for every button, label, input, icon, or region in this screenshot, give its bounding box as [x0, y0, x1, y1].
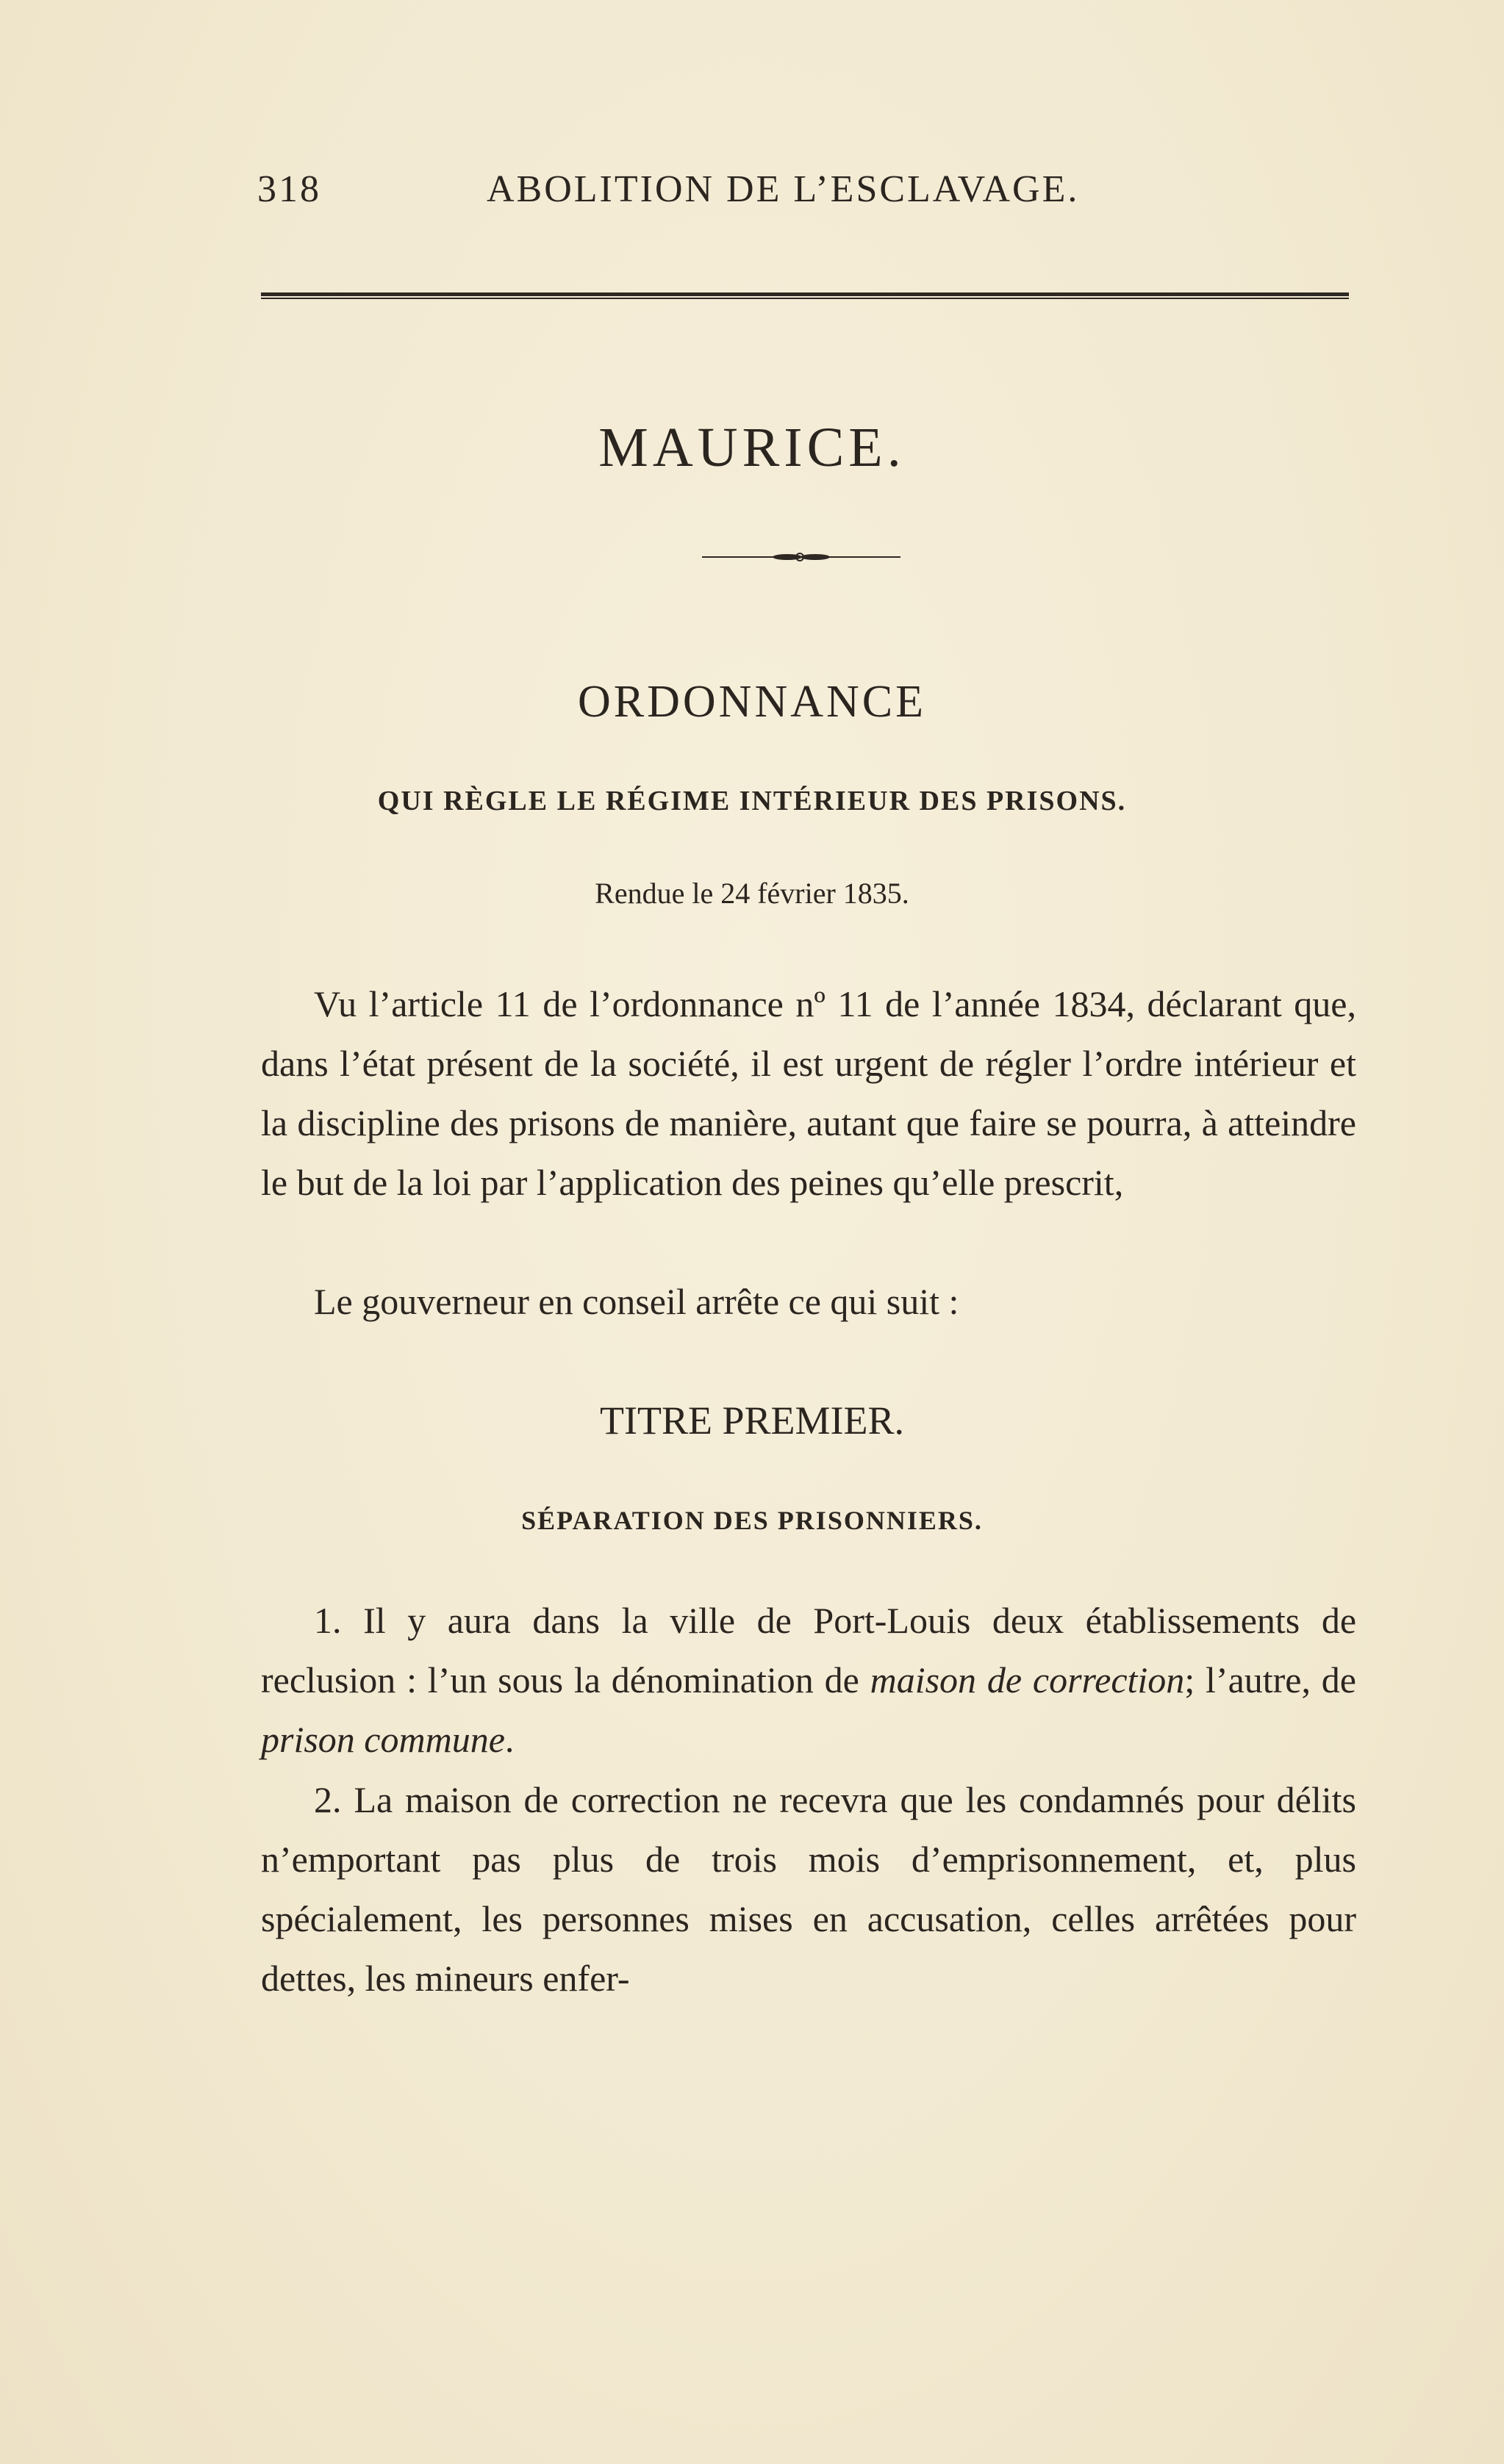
ornament-line-right	[821, 556, 900, 558]
article-2	[261, 1770, 1356, 2008]
article-1	[261, 1591, 1356, 1770]
decree-line: Le gouverneur en conseil arrête ce qui suit :	[314, 1281, 959, 1322]
article-1-text-b: ; l’autre, de	[1184, 1659, 1357, 1700]
running-title: ABOLITION DE L’ESCLAVAGE.	[487, 168, 1080, 210]
document-type-heading: ORDONNANCE	[578, 677, 926, 727]
article-1-term-maison-de-correction: maison de correction	[870, 1659, 1185, 1700]
preamble-paragraph: Vu l’article 11 de l’ordonnance nº 11 de l’année 1834, déclarant que, dans l’état présent de la société, il est urgent de régler l’ordre intérieur et la discipline des prisons de manière, autant que faire se pourra, à atteindre le but de la loi par l’application des peines qu’elle prescrit,	[261, 983, 1356, 1203]
article-1-text-c: .	[504, 1719, 515, 1760]
ornament-divider-icon	[702, 551, 900, 563]
colony-title: MAURICE.	[598, 417, 906, 478]
header-rule	[261, 292, 1349, 300]
article-1-number: 1.	[314, 1600, 342, 1641]
article-1-text-a: Il y aura dans la ville de Port-Louis deux établissements de reclusion : l’un sous la dénomination de	[261, 1600, 1357, 1700]
article-2-text: La maison de correction ne recevra que les condamnés pour délits n’emportant pas plus de trois mois d’emprisonnement, et, plus spécialement, les personnes mises en accusation, celles arrêtées pour dettes, les mineurs enfer-	[261, 1779, 1357, 1999]
header-rule-thin-line	[261, 298, 1349, 299]
running-head	[257, 168, 1119, 219]
article-2-number: 2.	[314, 1779, 342, 1820]
title-one-heading: TITRE PREMIER.	[600, 1398, 904, 1443]
section-heading: SÉPARATION DES PRISONNIERS.	[521, 1506, 983, 1535]
document-date-line: Rendue le 24 février 1835.	[595, 877, 909, 910]
header-rule-thick-line	[261, 292, 1349, 296]
ornament-line-left	[702, 556, 781, 558]
page-number: 318	[257, 168, 321, 210]
article-1-term-prison-commune: prison commune	[261, 1719, 505, 1760]
document-subject: QUI RÈGLE LE RÉGIME INTÉRIEUR DES PRISONS.	[377, 786, 1127, 816]
